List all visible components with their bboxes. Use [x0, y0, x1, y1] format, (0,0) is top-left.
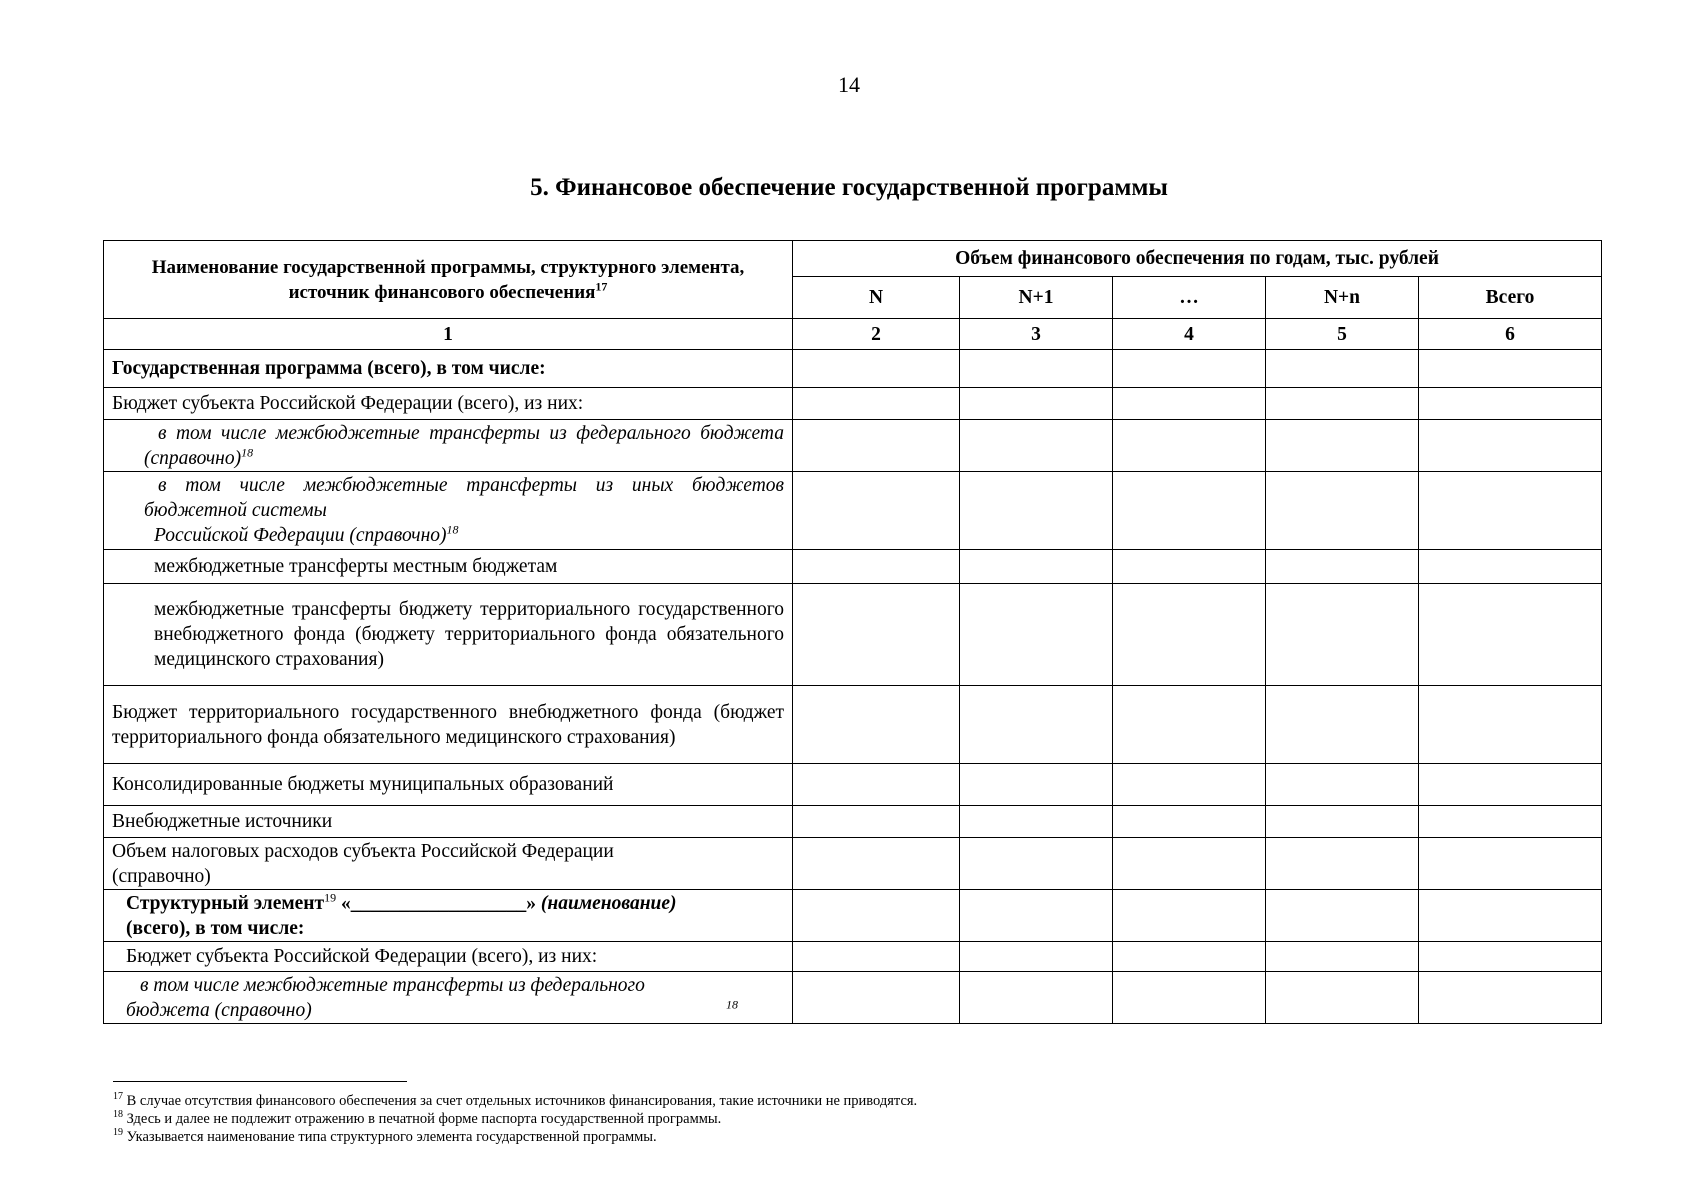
value-cell — [1113, 686, 1266, 764]
value-cell — [1113, 972, 1266, 1024]
value-cell — [1113, 420, 1266, 472]
value-cell — [1266, 806, 1419, 838]
value-cell — [960, 838, 1113, 890]
value-cell — [960, 764, 1113, 806]
value-cell — [1419, 420, 1602, 472]
table-row — [104, 350, 1602, 388]
table-row — [104, 550, 1602, 584]
value-cell — [793, 890, 960, 942]
row-label: Консолидированные бюджеты муниципальных образований — [104, 764, 793, 806]
total-col-header: Всего — [1419, 277, 1602, 319]
value-cell — [1419, 686, 1602, 764]
value-cell — [793, 388, 960, 420]
value-cell — [1266, 350, 1419, 388]
financing-table — [103, 240, 1602, 1024]
value-cell — [1266, 942, 1419, 972]
value-cell — [1113, 472, 1266, 550]
column-number: 2 — [793, 319, 960, 350]
value-cell — [1419, 764, 1602, 806]
value-cell — [1266, 764, 1419, 806]
footnote-ref: 18 — [726, 997, 738, 1011]
row-label: Объем налоговых расходов субъекта Российской Федерации (справочно) — [104, 838, 793, 890]
row-label: межбюджетные трансферты бюджету территориального государственного внебюджетного фонда (бюджету территориального фонда обязательного медицинского страхования) — [104, 584, 793, 686]
section-title: 5. Финансовое обеспечение государственной программы — [530, 174, 1168, 201]
value-cell — [1419, 584, 1602, 686]
year-col-header: N+n — [1266, 277, 1419, 319]
year-col-header: N+1 — [960, 277, 1113, 319]
value-cell — [960, 686, 1113, 764]
value-cell — [1419, 388, 1602, 420]
value-cell — [960, 388, 1113, 420]
value-cell — [1266, 838, 1419, 890]
value-cell — [960, 420, 1113, 472]
table-row — [104, 584, 1602, 686]
footnote-ref: 17 — [595, 279, 608, 294]
header-name-line1: Наименование государственной программы, структурного элемента, — [151, 256, 745, 278]
column-number: 5 — [1266, 319, 1419, 350]
value-cell — [1419, 350, 1602, 388]
value-cell — [1419, 890, 1602, 942]
value-cell — [1266, 388, 1419, 420]
value-cell — [793, 350, 960, 388]
footnote: $^{17}$ В случае отсутствия финансового обеспечения за счет отдельных источников финансирования, такие источники не приводятся. — [113, 1091, 918, 1109]
table-row — [104, 838, 1602, 890]
row-label: в том числе межбюджетные трансферты из иных бюджетов бюджетной системы Российской Федерации (справочно)$^{18}$ — [104, 472, 793, 550]
value-cell — [960, 806, 1113, 838]
value-cell — [1266, 472, 1419, 550]
header-volume-cell: Объем финансового обеспечения по годам, тыс. рублей — [793, 241, 1602, 277]
footnote: $^{19}$ Указывается наименование типа структурного элемента государственной программы. — [113, 1127, 657, 1145]
value-cell — [960, 550, 1113, 584]
value-cell — [960, 584, 1113, 686]
row-label: Внебюджетные источники — [104, 806, 793, 838]
value-cell — [1419, 972, 1602, 1024]
value-cell — [793, 686, 960, 764]
footnote-divider — [113, 1081, 407, 1082]
value-cell — [1113, 838, 1266, 890]
value-cell — [1266, 686, 1419, 764]
value-cell — [1113, 350, 1266, 388]
value-cell — [1113, 890, 1266, 942]
value-cell — [1419, 942, 1602, 972]
value-cell — [1419, 806, 1602, 838]
footnote-ref: 19 — [324, 890, 337, 904]
table-row — [104, 764, 1602, 806]
row-label: Бюджет субъекта Российской Федерации (всего), из них: — [104, 942, 793, 972]
row-label: Бюджет территориального государственного внебюджетного фонда (бюджет территориального фонда обязательного медицинского страхования) — [104, 686, 793, 764]
footnote-ref: 18 — [446, 522, 459, 537]
value-cell — [1113, 806, 1266, 838]
value-cell — [793, 472, 960, 550]
table-row — [104, 686, 1602, 764]
value-cell — [1266, 890, 1419, 942]
value-cell — [1113, 764, 1266, 806]
value-cell — [793, 942, 960, 972]
table-header-row — [104, 241, 1602, 277]
row-label: Бюджет субъекта Российской Федерации (всего), из них: — [104, 388, 793, 420]
row-label: в том числе межбюджетные трансферты из федерального бюджета (справочно)$^{18}$ — [104, 420, 793, 472]
table-row — [104, 942, 1602, 972]
column-number: 3 — [960, 319, 1113, 350]
value-cell — [793, 420, 960, 472]
row-label: Государственная программа (всего), в том числе: — [104, 350, 793, 388]
year-col-header: N — [793, 277, 960, 319]
row-label: в том числе межбюджетные трансферты из федерального бюджета (справочно) $^{18}$ — [104, 972, 793, 1024]
value-cell — [1113, 584, 1266, 686]
value-cell — [1266, 550, 1419, 584]
footnotes — [113, 1092, 1513, 1146]
header-name-line2: источник финансового обеспечения — [288, 281, 596, 303]
table-row — [104, 890, 1602, 942]
value-cell — [1266, 420, 1419, 472]
footnote: $^{18}$ Здесь и далее не подлежит отражению в печатной форме паспорта государственной программы. — [113, 1109, 722, 1127]
column-number: 1 — [104, 319, 793, 350]
value-cell — [960, 942, 1113, 972]
value-cell — [1419, 838, 1602, 890]
row-label: межбюджетные трансферты местным бюджетам — [104, 550, 793, 584]
value-cell — [1419, 472, 1602, 550]
value-cell — [1113, 550, 1266, 584]
value-cell — [1419, 550, 1602, 584]
table-row — [104, 972, 1602, 1024]
table-row — [104, 472, 1602, 550]
value-cell — [1113, 388, 1266, 420]
year-col-header: … — [1113, 277, 1266, 319]
value-cell — [793, 550, 960, 584]
header-name-cell — [104, 241, 793, 319]
value-cell — [1113, 942, 1266, 972]
value-cell — [793, 972, 960, 1024]
row-label: Структурный элемент$^{19}$ «__________________» (наименование) (всего), в том числе: — [104, 890, 793, 942]
value-cell — [960, 350, 1113, 388]
page-number: 14 — [838, 72, 860, 97]
table-row — [104, 806, 1602, 838]
value-cell — [1266, 972, 1419, 1024]
value-cell — [960, 972, 1113, 1024]
column-number: 6 — [1419, 319, 1602, 350]
table-row — [104, 388, 1602, 420]
value-cell — [793, 806, 960, 838]
footnote-ref: 18 — [241, 445, 254, 459]
value-cell — [960, 890, 1113, 942]
column-number: 4 — [1113, 319, 1266, 350]
table-row — [104, 420, 1602, 472]
value-cell — [960, 472, 1113, 550]
value-cell — [793, 764, 960, 806]
value-cell — [793, 584, 960, 686]
column-number-row — [104, 319, 1602, 350]
value-cell — [793, 838, 960, 890]
value-cell — [1266, 584, 1419, 686]
